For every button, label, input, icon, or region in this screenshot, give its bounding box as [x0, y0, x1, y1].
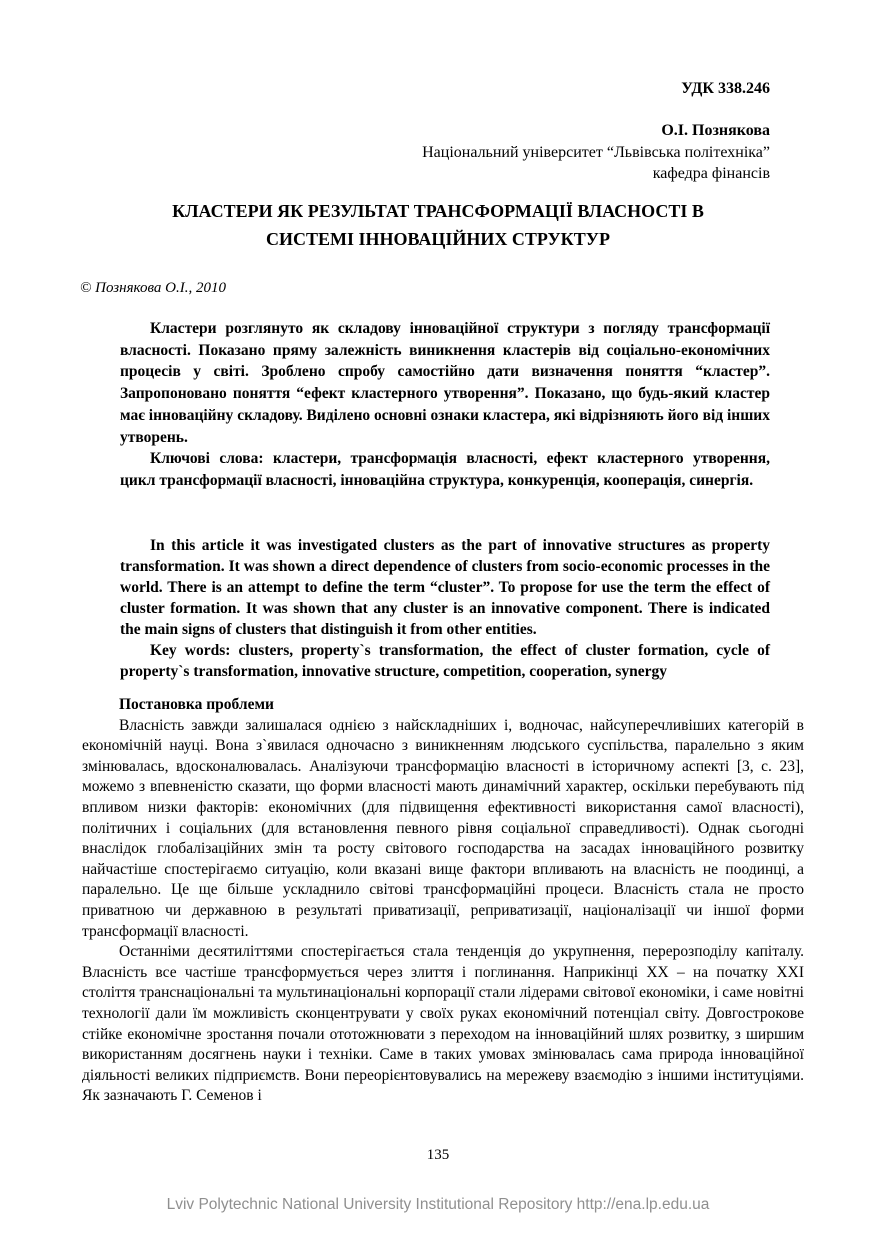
- department: кафедра фінансів: [652, 165, 770, 182]
- abstract-ukrainian-text: Кластери розглянуто як складову інноваційної структури з погляду трансформації власності. Показано пряму залежність виникнення кластерів від соціально-економічних процесів у світі. Зроблено спробу самостійно дати визначення поняття “кластер”. Запропоновано поняття “ефект кластерного утворення”. Показано, що будь-який кластер має інноваційну складову. Виділено основні ознаки кластера, які відрізняють його від інших утворень.: [120, 320, 770, 446]
- author-block: [85, 120, 770, 185]
- abstract-english: [120, 535, 770, 682]
- body-paragraph-2: Останніми десятиліттями спостерігається стала тенденція до укрупнення, перерозподілу капіталу. Власність все частіше трансформується через злиття і поглинання. Наприкінці ХХ – на початку ХХІ століття транснаціональні та мультинаціональні корпорації стали лідерами світової економіки, і саме новітні технології дали їм можливість сконцентрувати у своїх руках економічний потенціал світу. Довгострокове стійке економічне зростання почали ототожнювати з переходом на інноваційний шлях розвитку, з ширшим використанням досягнень науки і техніки. Саме в таких умовах змінювалась сама природа інноваційної діяльності великих підприємств. Вони переорієнтовувались на мережеву взаємодію з іншими інституціями. Як зазначають Г. Семенов і: [82, 943, 804, 1105]
- affiliation: Національний університет “Львівська політехніка”: [422, 143, 770, 161]
- body-paragraph-1: Власність завжди залишалася однією з найскладніших і, водночас, найсуперечливіших категорій в економічній науці. Вона з`явилася одночасно з виникненням людського суспільства, паралельно з яким змінювалась, вдосконалювалась. Аналізуючи трансформацію власності в історичному аспекті [3, с. 23], можемо з впевненістю сказати, що форми власності мають динамічний характер, оскільки перебувають під впливом низки факторів: економічних (для підвищення ефективності використання самої власності), політичних і соціальних (для встановлення певного рівня соціальної справедливості). Однак сьогодні внаслідок глобалізаційних змін та росту світового господарства на засадах інноваційного розвитку найчастіше спостерігаємо ситуацію, коли вказані вище фактори впливають на власність не поодинці, а паралельно. Це ще більше ускладнило світові трансформаційні процеси. Власність стала не просто приватною чи державною в результаті приватизації, реприватизації, націоналізації чи іншої форми трансформації власності.: [82, 716, 804, 940]
- page-number: 135: [426, 1147, 450, 1163]
- abstract-english-text: In this article it was investigated clusters as the part of innovative structures as property transformation. It was shown a direct dependence of clusters from socio-economic processes in the world. There is an attempt to define the term “cluster”. To propose for use the term the effect of cluster formation. It was shown that any cluster is an innovative component. There is indicated the main signs of clusters that distinguish it from other entities.: [120, 537, 770, 638]
- keywords-ukrainian: Ключові слова: кластери, трансформація власності, ефект кластерного утворення, цикл трансформації власності, інноваційна структура, конкуренція, кооперація, синергія.: [120, 450, 770, 489]
- abstract-ukrainian: [120, 318, 770, 492]
- repository-watermark: Lviv Polytechnic National University Institutional Repository http://ena.lp.edu.ua: [166, 1196, 710, 1213]
- article-title: [60, 197, 816, 253]
- author-name: О.І. Познякова: [661, 122, 770, 139]
- article-title-line1: КЛАСТЕРИ ЯК РЕЗУЛЬТАТ ТРАНСФОРМАЦІЇ ВЛАСНОСТІ В: [172, 201, 704, 221]
- udc-code: УДК 338.246: [681, 80, 770, 97]
- article-body: [82, 695, 804, 1107]
- keywords-english: Key words: clusters, property`s transformation, the effect of cluster formation, cycle of property`s transformation, innovative structure, competition, cooperation, synergy: [120, 642, 770, 680]
- section-heading: Постановка проблеми: [119, 696, 274, 713]
- copyright-notice: © Познякова О.І., 2010: [80, 280, 226, 296]
- article-title-line2: СИСТЕМІ ІННОВАЦІЙНИХ СТРУКТУР: [266, 229, 610, 249]
